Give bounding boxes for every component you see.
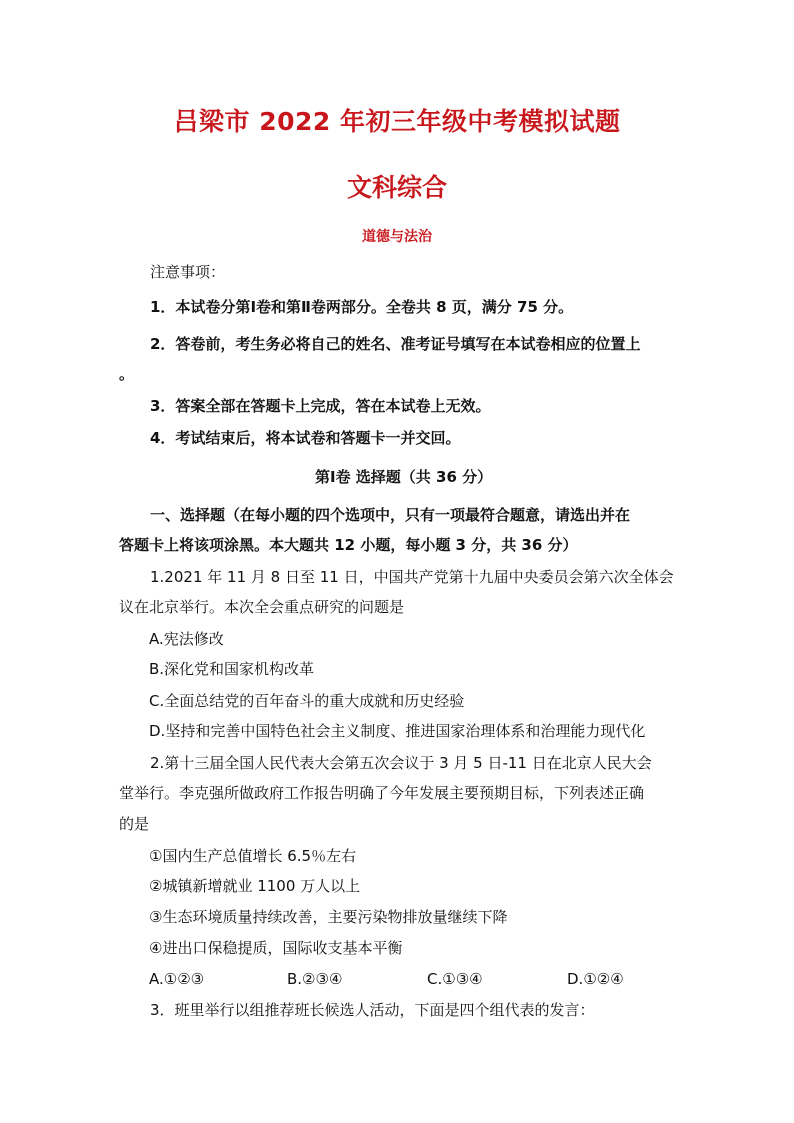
notice-heading: 注意事项： (150, 263, 226, 281)
question-2-stem: 的是 (119, 815, 150, 833)
question-2-stem: 2.第十三届全国人民代表大会第五次会议于 3 月 5 日-11 日在北京人民大会 (150, 754, 652, 772)
question-2-option-b: B.②③④ (287, 970, 343, 988)
notice-item: 1．本试卷分第Ⅰ卷和第Ⅱ卷两部分。全卷共 8 页，满分 75 分。 (150, 298, 574, 316)
notice-item-continuation: 。 (119, 365, 135, 383)
subject-title: 道德与法治 (362, 229, 432, 245)
question-3-stem: 3．班里举行以组推荐班长候选人活动，下面是四个组代表的发言： (150, 1001, 595, 1019)
section-title: 第Ⅰ卷 选择题（共 36 分） (315, 468, 493, 486)
exam-subtitle: 文科综合 (346, 173, 447, 202)
notice-item: 2．答卷前，考生务必将自己的姓名、准考证号填写在本试卷相应的位置上 (150, 335, 641, 353)
question-2-statement: ③生态环境质量持续改善，主要污染物排放量继续下降 (149, 908, 508, 926)
question-1-option-d: D.坚持和完善中国特色社会主义制度、推进国家治理体系和治理能力现代化 (149, 722, 646, 740)
notice-item: 4．考试结束后，将本试卷和答题卡一并交回。 (150, 429, 461, 447)
section-instruction: 一、选择题（在每小题的四个选项中，只有一项最符合题意，请选出并在 (150, 506, 631, 524)
question-1-stem: 1.2021 年 11 月 8 日至 11 日，中国共产党第十九届中央委员会第六次全体会 (150, 568, 674, 586)
question-1-stem: 议在北京举行。本次全会重点研究的问题是 (119, 598, 405, 616)
notice-item: 3．答案全部在答题卡上完成，答在本试卷上无效。 (150, 397, 491, 415)
question-1-option-b: B.深化党和国家机构改革 (149, 660, 315, 678)
question-1-option-a: A.宪法修改 (149, 630, 224, 648)
question-2-statement: ①国内生产总值增长 6.5％左右 (149, 847, 357, 865)
question-2-statement: ④进出口保稳提质，国际收支基本平衡 (149, 939, 403, 957)
question-2-option-c: C.①③④ (427, 970, 483, 988)
section-instruction: 答题卡上将该项涂黑。本大题共 12 小题，每小题 3 分，共 36 分） (119, 536, 578, 554)
question-2-stem: 堂举行。李克强所做政府工作报告明确了今年发展主要预期目标，下列表述正确 (119, 784, 645, 802)
exam-title: 吕梁市 2022 年初三年级中考模拟试题 (173, 107, 621, 136)
question-1-option-c: C.全面总结党的百年奋斗的重大成就和历史经验 (149, 692, 465, 710)
question-2-statement: ②城镇新增就业 1100 万人以上 (149, 877, 361, 895)
question-2-option-d: D.①②④ (567, 970, 624, 988)
question-2-option-a: A.①②③ (149, 970, 205, 988)
